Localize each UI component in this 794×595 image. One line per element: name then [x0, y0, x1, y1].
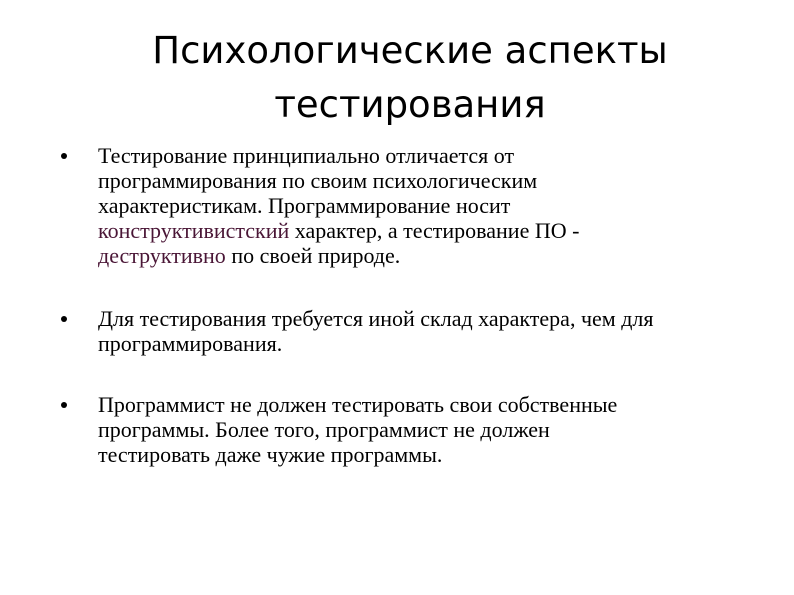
bullet-1-line-3: характеристикам. Программирование носит [98, 193, 511, 218]
bullet-3-line-2: программы. Более того, программист не должен [98, 417, 550, 442]
bullet-1-line-5 [98, 243, 778, 268]
bullet-dot-icon [61, 153, 67, 159]
bullet-dot-icon [61, 402, 67, 408]
bullet-3-line-1: Программист не должен тестировать свои собственные [98, 392, 618, 417]
bullet-text [98, 143, 778, 268]
slide-title [80, 24, 740, 132]
bullet-3-line-3: тестировать даже чужие программы. [98, 442, 443, 467]
slide-title-line-2: тестирования [274, 83, 546, 126]
bullet-1-line-1: Тестирование принципиально отличается от [98, 143, 515, 168]
term-destructive: деструктивно [98, 243, 226, 268]
bullet-1-line-5-rest: по своей природе. [225, 243, 401, 268]
bullet-2-line-1: Для тестирования требуется иной склад характера, чем для [98, 306, 654, 331]
bullet-dot-icon [61, 316, 67, 322]
bullet-1-line-4-rest: характер, а тестирование ПО - [289, 218, 580, 243]
bullet-1-line-4 [98, 218, 778, 243]
term-constructivist: конструктивистский [98, 218, 290, 243]
bullet-2-line-2: программирования. [98, 331, 283, 356]
bullet-item-2 [98, 306, 778, 356]
bullet-text [98, 306, 778, 356]
bullet-item-1 [98, 143, 778, 268]
slide-title-line-1: Психологические аспекты [152, 29, 668, 72]
bullet-1-line-2: программирования по своим психологическим [98, 168, 538, 193]
bullet-item-3 [98, 392, 778, 467]
bullet-text [98, 392, 778, 467]
